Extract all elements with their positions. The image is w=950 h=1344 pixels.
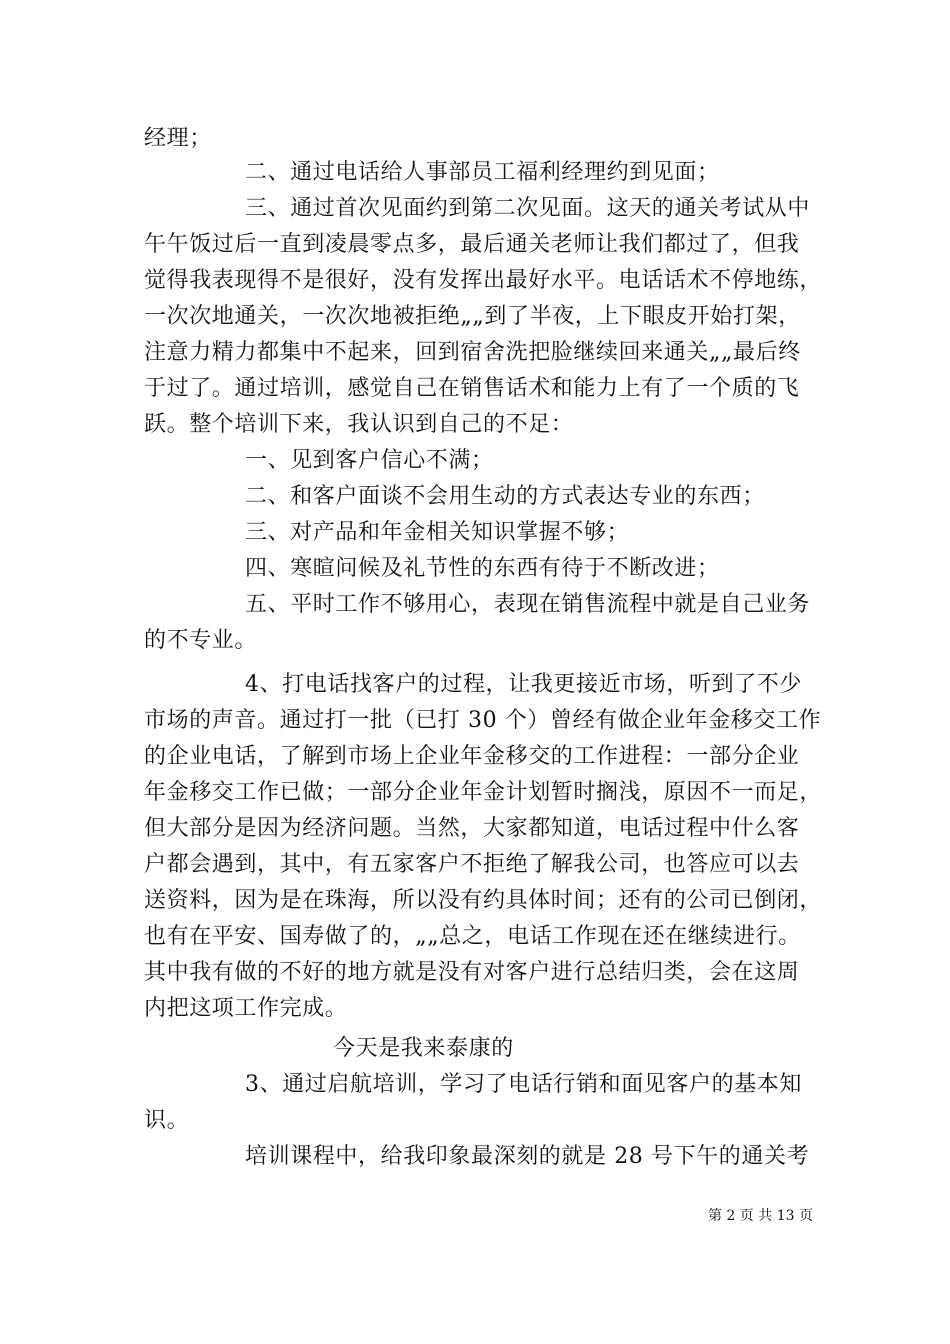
text-line: 一、见到客户信心不满；: [245, 448, 494, 473]
text-line: 的不专业。: [144, 628, 258, 653]
text-line: 二、和客户面谈不会用生动的方式表达专业的东西；: [245, 484, 765, 509]
text-line: 户都会遇到，其中，有五家客户不拒绝了解我公司，也答应可以去: [144, 852, 800, 877]
text-line: 识。: [144, 1108, 190, 1133]
text-line: 三、通过首次见面约到第二次见面。这天的通关考试从中: [245, 196, 811, 221]
text-line: 内把这项工作完成。: [144, 996, 348, 1021]
text-line: 于过了。通过培训，感觉自己在销售话术和能力上有了一个质的飞: [144, 376, 800, 401]
text-line: 午午饭过后一直到凌晨零点多，最后通关老师让我们都过了，但我: [144, 232, 800, 257]
text-line: 经理；: [144, 126, 212, 151]
text-line: 四、寒暄问候及礼节性的东西有待于不断改进；: [245, 556, 720, 581]
text-line: 跃。整个培训下来，我认识到自己的不足：: [144, 412, 574, 437]
text-line: 的企业电话，了解到市场上企业年金移交的工作进程：一部分企业: [144, 744, 800, 769]
text-line: 3、通过启航培训，学习了电话行销和面见客户的基本知: [245, 1072, 802, 1097]
text-line: 一次次地通关，一次次地被拒绝„„到了半夜，上下眼皮开始打架，: [144, 304, 801, 329]
text-line: 五、平时工作不够用心，表现在销售流程中就是自己业务: [245, 592, 811, 617]
text-line: 注意力精力都集中不起来，回到宿舍洗把脸继续回来通关„„最后终: [144, 340, 801, 365]
text-line: 市场的声音。通过打一批（已打 30 个）曾经有做企业年金移交工作: [144, 708, 822, 733]
text-line: 但大部分是因为经济问题。当然，大家都知道，电话过程中什么客: [144, 816, 800, 841]
text-line: 三、对产品和年金相关知识掌握不够；: [245, 520, 630, 545]
text-line: 4、打电话找客户的过程，让我更接近市场，听到了不少: [245, 672, 802, 697]
section-heading: 今天是我来泰康的: [333, 1036, 514, 1061]
text-line: 培训课程中，给我印象最深刻的就是 28 号下午的通关考: [245, 1144, 810, 1169]
text-line: 觉得我表现得不是很好，没有发挥出最好水平。电话话术不停地练，: [144, 268, 823, 293]
text-line: 二、通过电话给人事部员工福利经理约到见面；: [245, 160, 720, 185]
text-line: 也有在平安、国寿做了的，„„总之，电话工作现在还在继续进行。: [144, 924, 801, 949]
page-number: 第 2 页 共 13 页: [708, 1208, 813, 1224]
text-line: 其中我有做的不好的地方就是没有对客户进行总结归类，会在这周: [144, 960, 800, 985]
text-line: 送资料，因为是在珠海，所以没有约具体时间；还有的公司已倒闭，: [144, 888, 823, 913]
text-line: 年金移交工作已做；一部分企业年金计划暂时搁浅，原因不一而足，: [144, 780, 823, 805]
